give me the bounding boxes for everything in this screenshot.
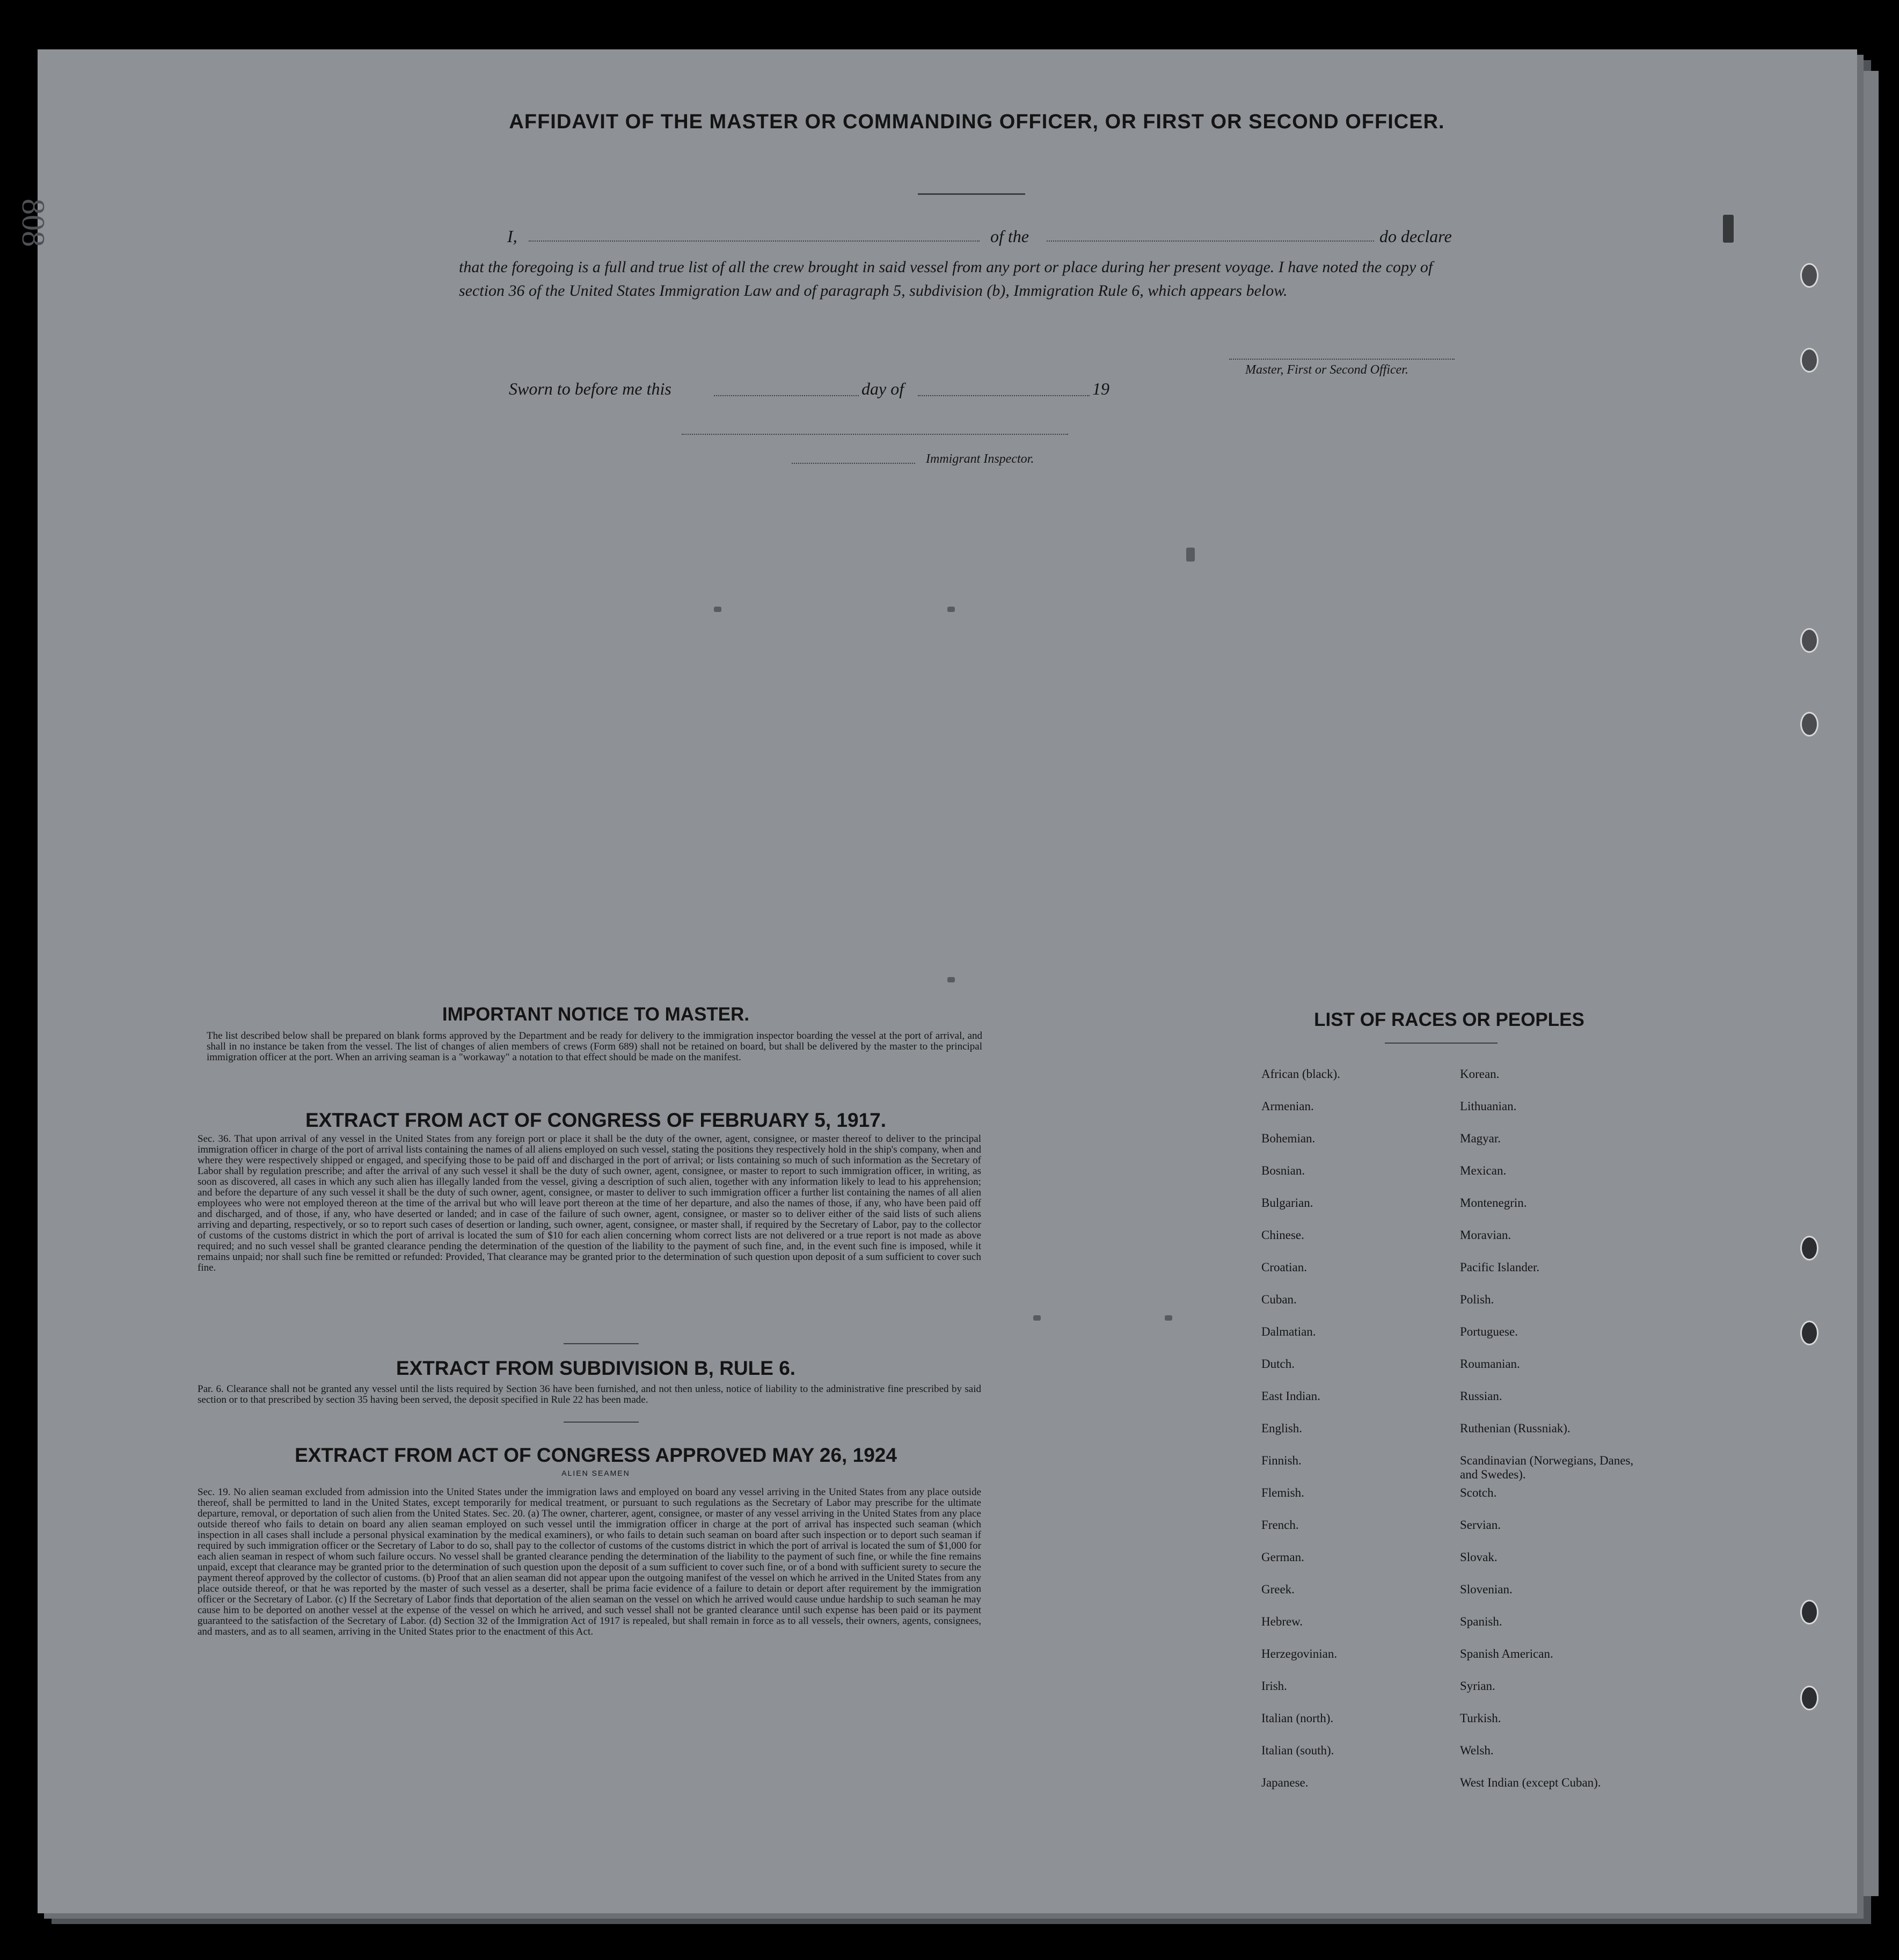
race-item: Spanish. [1460, 1615, 1502, 1628]
punch-hole-icon [1800, 628, 1818, 653]
punch-hole-icon [1800, 1686, 1818, 1710]
race-item: Chinese. [1261, 1228, 1304, 1242]
inspector-underline [792, 463, 915, 464]
vessel-name-field[interactable] [1047, 241, 1374, 242]
race-item: East Indian. [1261, 1389, 1320, 1403]
race-item: West Indian (except Cuban). [1460, 1776, 1601, 1789]
race-item: Herzegovinian. [1261, 1647, 1338, 1660]
race-item: Italian (north). [1261, 1711, 1334, 1725]
line-do-declare-label: do declare [1379, 227, 1452, 246]
race-item: Scotch. [1460, 1486, 1497, 1499]
ink-mark [947, 607, 955, 612]
page-stack-edge [1864, 71, 1879, 1896]
extract-rule6-rule [564, 1422, 639, 1423]
extract-rule6-title: EXTRACT FROM SUBDIVISION B, RULE 6. [396, 1357, 796, 1379]
notice-title: IMPORTANT NOTICE TO MASTER. [442, 1004, 750, 1025]
race-item: Spanish American. [1460, 1647, 1553, 1660]
race-item: Croatian. [1261, 1260, 1307, 1274]
extract-1924-subtitle: ALIEN SEAMEN [561, 1469, 630, 1477]
page-number: 808 [16, 199, 51, 247]
race-item: Greek. [1261, 1583, 1295, 1596]
ink-mark [1186, 548, 1195, 562]
inspector-signature-field[interactable] [682, 434, 1068, 435]
day-of-label: day of [861, 379, 904, 398]
race-item: Cuban. [1261, 1293, 1297, 1306]
race-item: Moravian. [1460, 1228, 1511, 1242]
race-item: Flemish. [1261, 1486, 1304, 1499]
extract-1917-rule [564, 1343, 639, 1344]
affidavit-body: that the foregoing is a full and true list of all the crew brought in said vessel from any port or place during her present voyage. I have noted the copy of section 36 of the United States Immigration Law and of paragraph 5, subdivision (b), Immigration Rule 6, which appears below. [459, 258, 1433, 300]
race-item: Dutch. [1261, 1357, 1295, 1371]
extract-rule6-text: Par. 6. Clearance shall not be granted any vessel until the lists required by Section 36 have been furnished, and not then unless, notice of liability to the administrative fine prescribed by said section or to that prescribed by section 35 having been served, the deposit specified in Rule 22 has been made. [198, 1383, 981, 1405]
ink-mark [1165, 1315, 1172, 1321]
punch-hole-icon [1800, 712, 1818, 737]
race-item: Welsh. [1460, 1744, 1494, 1757]
master-label: Master, First or Second Officer. [1245, 363, 1408, 377]
race-item: Slovak. [1460, 1550, 1498, 1564]
ink-mark [947, 977, 955, 982]
race-item: Armenian. [1261, 1099, 1314, 1113]
race-item: Polish. [1460, 1293, 1494, 1306]
race-item: Mexican. [1460, 1164, 1507, 1177]
punch-hole-icon [1800, 263, 1818, 288]
race-item: Italian (south). [1261, 1744, 1334, 1757]
race-item: English. [1261, 1422, 1303, 1435]
affidavit-title: AFFIDAVIT OF THE MASTER OR COMMANDING OFFICER, OR FIRST OR SECOND OFFICER. [509, 111, 1445, 133]
line-i-label: I, [507, 227, 517, 246]
extract-1917-text: Sec. 36. That upon arrival of any vessel in the United States from any foreign port or place it shall be the duty of the owner, agent, consignee, or master thereof to deliver to the principal immigration officer in charge of the port of arrival lists containing the names of all aliens employed on such vessel, stating the positions they respectively hold in the ship's company, when and where they were respectively shipped or engaged, and specifying those to be paid off and discharged in the port of arrival; or lists containing so much of such information as the Secretary of Labor shall by regulation prescribe; and after the arrival of any such vessel it shall be the duty of such owner, agent, consignee, or master to report to such immigration officer, in writing, as soon as discovered, all cases in which any such alien has illegally landed from the vessel, giving a description of such alien, together with any information likely to lead to his apprehension; and before the departure of any such vessel it shall be the duty of such owner, agent, consignee, or master to deliver to such immigration officer a further list containing the names of all alien employees who were not employed thereon at the time of the arrival but who will leave port thereon at the time of her departure, and also the names of those, if any, who have been paid off and discharged, and of those, if any, who have deserted or landed; and in case of the failure of such owner, agent, consignee, or master so to deliver either of the said lists of such aliens arriving and departing, respectively, or so to report such cases of desertion or landing, such owner, agent, consignee, or master shall, if required by the Secretary of Labor, pay to the collector of customs of the customs district in which the port of arrival is located the sum of $10 for each alien concerning whom correct lists are not delivered or a true report is not made as above required; and no such vessel shall be granted clearance pending the determination of the question of the liability to the payment of such fine, and, in the event such fine is imposed, while it remains unpaid; nor shall such fine be remitted or refunded: Provided, That clearance may be granted prior to the determination of such question upon deposit of a sum sufficient to cover such fine. [198, 1133, 981, 1273]
race-item: African (black). [1261, 1067, 1340, 1081]
race-item: Magyar. [1460, 1132, 1501, 1145]
punch-hole-icon [1800, 1321, 1818, 1345]
race-item: Turkish. [1460, 1711, 1501, 1725]
sworn-month-field[interactable] [918, 395, 1090, 396]
race-item: Syrian. [1460, 1679, 1495, 1693]
punch-hole-icon [1800, 1236, 1818, 1260]
sworn-day-field[interactable] [714, 395, 859, 396]
ink-mark [1033, 1315, 1041, 1321]
race-item: Bosnian. [1261, 1164, 1305, 1177]
race-item: Servian. [1460, 1518, 1501, 1532]
race-item: Pacific Islander. [1460, 1260, 1540, 1274]
sworn-label: Sworn to before me this [509, 379, 671, 398]
extract-1924-text: Sec. 19. No alien seaman excluded from admission into the United States under the immigration laws and employed on board any vessel arriving in the United States from any place outside thereof, shall be permitted to land in the United States, except temporarily for medical treatment, or pursuant to such regulations as the Secretary of Labor may prescribe for the ultimate departure, removal, or deportation of such alien from the United States. Sec. 20. (a) The owner, charterer, agent, consignee, or master of any vessel arriving in the United States from any place outside thereof who fails to detain on board any alien seaman employed on such vessel until the immigration officer in charge at the port of arrival has inspected such seaman (which inspection in all cases shall include a personal physical examination by the medical examiners), or who fails to detain such seaman on board after such inspection or to deport such seaman if required by such immigration officer or the Secretary of Labor to do so, shall pay to the collector of customs of the customs district in which the port of arrival is located the sum of $1,000 for each alien seaman in respect of whom such failure occurs. No vessel shall be granted clearance pending the determination of the liability to the payment of such fine, or while the fine remains unpaid, except that clearance may be granted prior to the determination of such question upon the deposit of a sum sufficient to cover such fine, or of a bond with sufficient surety to secure the payment thereof approved by the collector of customs. (b) Proof that an alien seaman did not appear upon the outgoing manifest of the vessel on which he arrived in the United States from any place outside thereof, or that he was reported by the master of such vessel as a deserter, shall be prima facie evidence of a failure to detain or deport after requirement by the immigration officer or the Secretary of Labor. (c) If the Secretary of Labor finds that deportation of the alien seaman on the vessel on which he arrived would cause undue hardship to such seaman he may cause him to be deported on another vessel at the expense of the vessel on which he arrived, and such vessel shall not be granted clearance until such expense has been paid or its payment guaranteed to the satisfaction of the Secretary of Labor. (d) Section 32 of the Immigration Act of 1917 is repealed, but shall remain in force as to all vessels, their owners, agents, consignees, and masters, and as to all seamen, arriving in the United States prior to the enactment of this Act. [198, 1487, 981, 1637]
race-item: French. [1261, 1518, 1299, 1532]
race-item: Bulgarian. [1261, 1196, 1313, 1209]
extract-1924-title: EXTRACT FROM ACT OF CONGRESS APPROVED MAY 26, 1924 [295, 1444, 897, 1466]
race-item: Korean. [1460, 1067, 1500, 1081]
race-item: Bohemian. [1261, 1132, 1316, 1145]
race-item: Scandinavian (Norwegians, Danes, and Swedes). [1460, 1454, 1634, 1481]
race-item: Montenegrin. [1460, 1196, 1527, 1209]
races-title: LIST OF RACES OR PEOPLES [1314, 1009, 1584, 1030]
race-item: Russian. [1460, 1389, 1502, 1403]
officer-name-field[interactable] [529, 241, 980, 242]
punch-hole-icon [1800, 348, 1818, 373]
race-item: Portuguese. [1460, 1325, 1518, 1338]
notice-text: The list described below shall be prepared on blank forms approved by the Department and be ready for delivery to the immigration inspector boarding the vessel at the port of arrival, and shall in no instance be taken from the vessel. The list of changes of alien members of crews (Form 689) shall not be retained on board, but shall be delivered by the master to the principal immigration officer at the port. When an arriving seaman is a "workaway" a notation to that effect should be made on the manifest. [207, 1030, 982, 1063]
race-item: Roumanian. [1460, 1357, 1520, 1371]
race-item: Hebrew. [1261, 1615, 1303, 1628]
extract-1917-title: EXTRACT FROM ACT OF CONGRESS OF FEBRUARY 5, 1917. [305, 1109, 887, 1131]
year-prefix-label: 19 [1092, 379, 1109, 398]
race-item: Ruthenian (Russniak). [1460, 1422, 1571, 1435]
race-item: Japanese. [1261, 1776, 1309, 1789]
line-of-the-label: of the [990, 227, 1029, 246]
race-item: Lithuanian. [1460, 1099, 1517, 1113]
race-item: Slovenian. [1460, 1583, 1513, 1596]
races-underline [1385, 1043, 1498, 1044]
ink-blot [1723, 215, 1734, 243]
race-item: Irish. [1261, 1679, 1287, 1693]
title-underline [918, 193, 1025, 195]
race-item: Finnish. [1261, 1454, 1302, 1467]
race-item: Dalmatian. [1261, 1325, 1316, 1338]
race-item: German. [1261, 1550, 1304, 1564]
ink-mark [714, 607, 721, 612]
punch-hole-icon [1800, 1600, 1818, 1624]
inspector-label: Immigrant Inspector. [926, 452, 1034, 466]
master-signature-field[interactable] [1229, 359, 1455, 360]
